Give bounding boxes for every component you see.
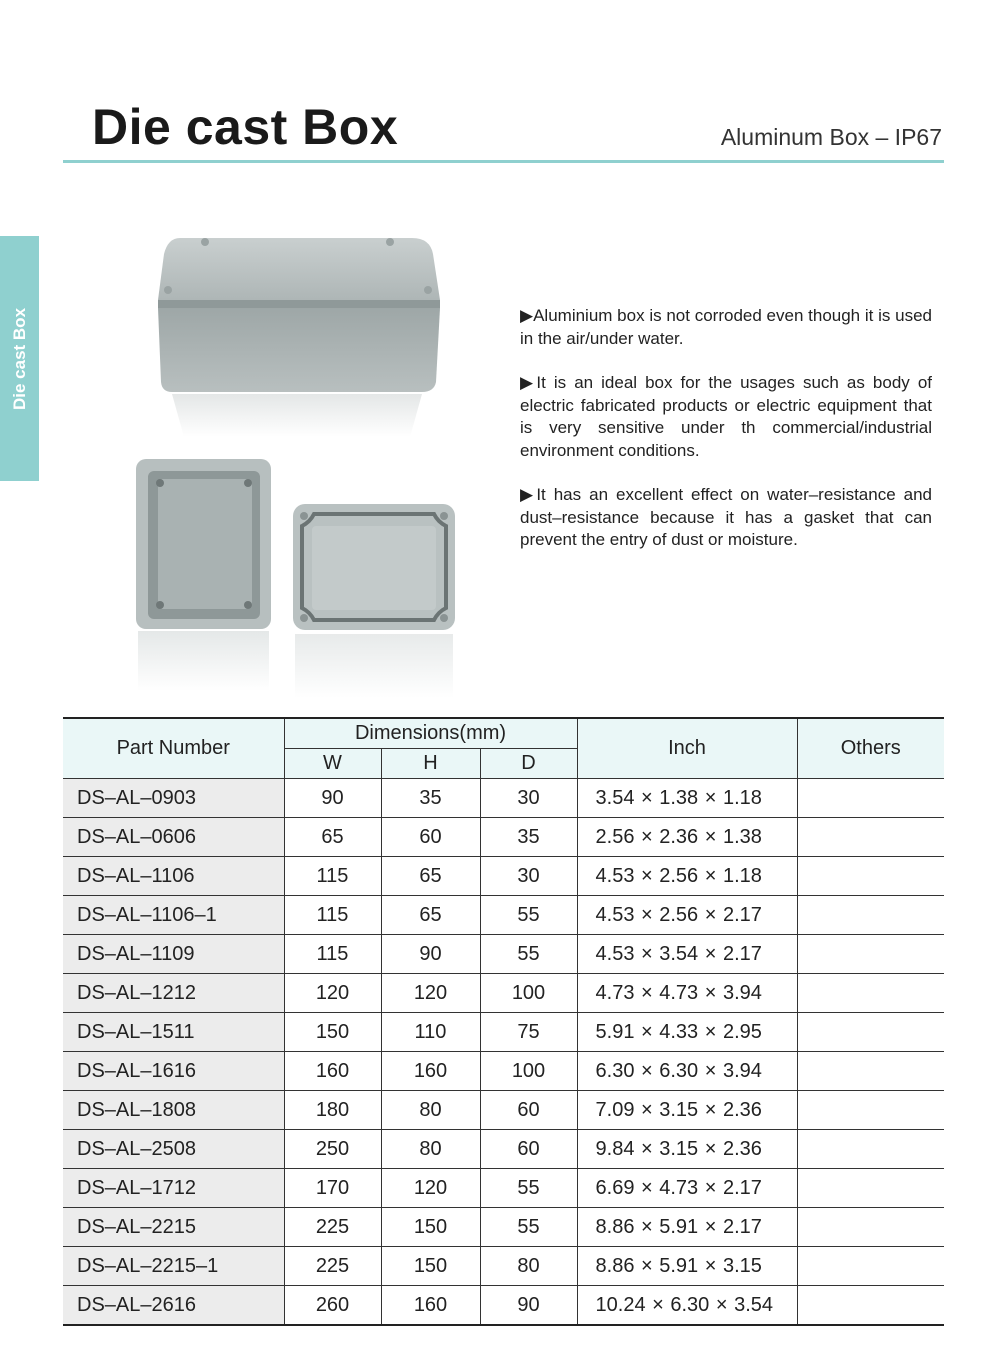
part-number-cell: DS–AL–1808 bbox=[63, 1091, 284, 1130]
depth-cell: 75 bbox=[480, 1013, 577, 1052]
inch-cell: 2.56 × 2.36 × 1.38 bbox=[577, 818, 797, 857]
inch-cell: 3.54 × 1.38 × 1.18 bbox=[577, 779, 797, 818]
depth-cell: 30 bbox=[480, 779, 577, 818]
table-row bbox=[63, 974, 944, 1013]
header-part-number: Part Number bbox=[63, 718, 284, 779]
spec-table bbox=[63, 717, 944, 1326]
description-paragraph: ▶It is an ideal box for the usages such as body of electric fabricated products or electric equipment that is very sensitive under th commercial/industrial environment conditions. bbox=[520, 373, 932, 460]
width-cell: 90 bbox=[284, 779, 381, 818]
table-row bbox=[63, 1247, 944, 1286]
depth-cell: 30 bbox=[480, 857, 577, 896]
depth-cell: 90 bbox=[480, 1286, 577, 1326]
table-row bbox=[63, 857, 944, 896]
others-cell bbox=[797, 1169, 944, 1208]
width-cell: 225 bbox=[284, 1208, 381, 1247]
others-cell bbox=[797, 1013, 944, 1052]
others-cell bbox=[797, 935, 944, 974]
table-row bbox=[63, 1091, 944, 1130]
side-tab bbox=[0, 236, 39, 481]
description-paragraph: ▶Aluminium box is not corroded even though it is used in the air/under water. bbox=[520, 306, 932, 348]
others-cell bbox=[797, 1091, 944, 1130]
part-number-cell: DS–AL–2508 bbox=[63, 1130, 284, 1169]
table-row bbox=[63, 818, 944, 857]
table-row bbox=[63, 1013, 944, 1052]
table-row bbox=[63, 1208, 944, 1247]
header-inch: Inch bbox=[577, 718, 797, 779]
inch-cell: 10.24 × 6.30 × 3.54 bbox=[577, 1286, 797, 1326]
inch-cell: 4.73 × 4.73 × 3.94 bbox=[577, 974, 797, 1013]
others-cell bbox=[797, 1247, 944, 1286]
height-cell: 120 bbox=[381, 974, 480, 1013]
others-cell bbox=[797, 1052, 944, 1091]
table-row bbox=[63, 896, 944, 935]
others-cell bbox=[797, 974, 944, 1013]
inch-cell: 8.86 × 5.91 × 2.17 bbox=[577, 1208, 797, 1247]
product-photo-closed-box bbox=[150, 232, 445, 437]
width-cell: 180 bbox=[284, 1091, 381, 1130]
others-cell bbox=[797, 1130, 944, 1169]
depth-cell: 55 bbox=[480, 1169, 577, 1208]
inch-cell: 4.53 × 2.56 × 2.17 bbox=[577, 896, 797, 935]
width-cell: 170 bbox=[284, 1169, 381, 1208]
depth-cell: 60 bbox=[480, 1130, 577, 1169]
depth-cell: 35 bbox=[480, 818, 577, 857]
part-number-cell: DS–AL–0606 bbox=[63, 818, 284, 857]
width-cell: 65 bbox=[284, 818, 381, 857]
depth-cell: 55 bbox=[480, 935, 577, 974]
part-number-cell: DS–AL–2215–1 bbox=[63, 1247, 284, 1286]
inch-cell: 6.30 × 6.30 × 3.94 bbox=[577, 1052, 797, 1091]
inch-cell: 4.53 × 2.56 × 1.18 bbox=[577, 857, 797, 896]
others-cell bbox=[797, 1208, 944, 1247]
page-subtitle: Aluminum Box – IP67 bbox=[720, 124, 942, 150]
height-cell: 160 bbox=[381, 1052, 480, 1091]
title-divider bbox=[63, 160, 944, 163]
header-d: D bbox=[480, 749, 577, 779]
inch-cell: 7.09 × 3.15 × 2.36 bbox=[577, 1091, 797, 1130]
depth-cell: 60 bbox=[480, 1091, 577, 1130]
description-paragraph: ▶It has an excellent effect on water–resistance and dust–resistance because it has a gasket that can prevent the entry of dust or moisture. bbox=[520, 485, 932, 549]
product-photo-open-box bbox=[132, 455, 277, 695]
part-number-cell: DS–AL–1712 bbox=[63, 1169, 284, 1208]
part-number-cell: DS–AL–1511 bbox=[63, 1013, 284, 1052]
height-cell: 160 bbox=[381, 1286, 480, 1326]
product-photo-lid bbox=[290, 500, 458, 700]
table-row bbox=[63, 1130, 944, 1169]
table-row bbox=[63, 779, 944, 818]
others-cell bbox=[797, 896, 944, 935]
depth-cell: 55 bbox=[480, 1208, 577, 1247]
header-dimensions: Dimensions(mm) bbox=[284, 718, 577, 749]
height-cell: 65 bbox=[381, 857, 480, 896]
width-cell: 120 bbox=[284, 974, 381, 1013]
part-number-cell: DS–AL–1109 bbox=[63, 935, 284, 974]
part-number-cell: DS–AL–1106–1 bbox=[63, 896, 284, 935]
part-number-cell: DS–AL–2215 bbox=[63, 1208, 284, 1247]
width-cell: 115 bbox=[284, 896, 381, 935]
others-cell bbox=[797, 1286, 944, 1326]
page-title: Die cast Box bbox=[92, 99, 399, 155]
inch-cell: 4.53 × 3.54 × 2.17 bbox=[577, 935, 797, 974]
others-cell bbox=[797, 818, 944, 857]
depth-cell: 55 bbox=[480, 896, 577, 935]
depth-cell: 100 bbox=[480, 1052, 577, 1091]
part-number-cell: DS–AL–0903 bbox=[63, 779, 284, 818]
part-number-cell: DS–AL–2616 bbox=[63, 1286, 284, 1326]
header-others: Others bbox=[797, 718, 944, 779]
height-cell: 80 bbox=[381, 1130, 480, 1169]
width-cell: 225 bbox=[284, 1247, 381, 1286]
width-cell: 250 bbox=[284, 1130, 381, 1169]
description bbox=[520, 305, 932, 574]
height-cell: 110 bbox=[381, 1013, 480, 1052]
inch-cell: 5.91 × 4.33 × 2.95 bbox=[577, 1013, 797, 1052]
height-cell: 35 bbox=[381, 779, 480, 818]
part-number-cell: DS–AL–1616 bbox=[63, 1052, 284, 1091]
width-cell: 150 bbox=[284, 1013, 381, 1052]
height-cell: 120 bbox=[381, 1169, 480, 1208]
width-cell: 160 bbox=[284, 1052, 381, 1091]
height-cell: 90 bbox=[381, 935, 480, 974]
part-number-cell: DS–AL–1212 bbox=[63, 974, 284, 1013]
width-cell: 115 bbox=[284, 935, 381, 974]
inch-cell: 6.69 × 4.73 × 2.17 bbox=[577, 1169, 797, 1208]
width-cell: 115 bbox=[284, 857, 381, 896]
table-row bbox=[63, 935, 944, 974]
height-cell: 65 bbox=[381, 896, 480, 935]
others-cell bbox=[797, 779, 944, 818]
inch-cell: 8.86 × 5.91 × 3.15 bbox=[577, 1247, 797, 1286]
depth-cell: 80 bbox=[480, 1247, 577, 1286]
height-cell: 150 bbox=[381, 1208, 480, 1247]
inch-cell: 9.84 × 3.15 × 2.36 bbox=[577, 1130, 797, 1169]
part-number-cell: DS–AL–1106 bbox=[63, 857, 284, 896]
header-h: H bbox=[381, 749, 480, 779]
others-cell bbox=[797, 857, 944, 896]
depth-cell: 100 bbox=[480, 974, 577, 1013]
height-cell: 80 bbox=[381, 1091, 480, 1130]
side-tab-label: Die cast Box bbox=[9, 307, 29, 410]
height-cell: 150 bbox=[381, 1247, 480, 1286]
table-row bbox=[63, 1286, 944, 1326]
height-cell: 60 bbox=[381, 818, 480, 857]
table-row bbox=[63, 1169, 944, 1208]
header-w: W bbox=[284, 749, 381, 779]
width-cell: 260 bbox=[284, 1286, 381, 1326]
table-row bbox=[63, 1052, 944, 1091]
